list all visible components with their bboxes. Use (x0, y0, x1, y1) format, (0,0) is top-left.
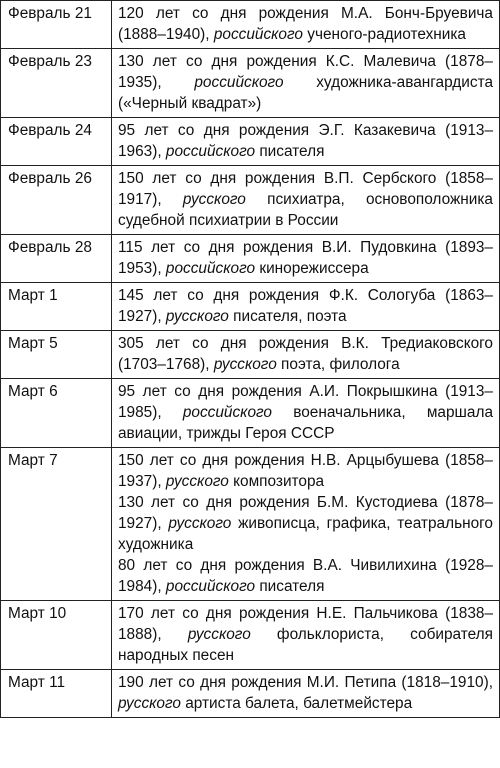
event-text-tail: артиста балета, балетмейстера (180, 695, 413, 712)
table-row (1, 118, 500, 166)
nationality-italic: русского (118, 695, 181, 712)
event-text: 120 лет со дня рождения М.А. Бонч-Бруевича (1888–1940), (118, 5, 493, 43)
anniversary-table-body (1, 1, 500, 718)
event-text-tail: поэта, филолога (276, 356, 400, 373)
date-cell: Февраль 28 (1, 235, 112, 283)
table-row (1, 235, 500, 283)
nationality-italic: русского (168, 515, 232, 532)
event-text: 130 лет со дня рождения Б.М. Кустодиева (1878–1927), (118, 494, 493, 532)
event-entry (118, 492, 493, 555)
event-entry (118, 285, 493, 327)
event-cell (112, 670, 500, 718)
nationality-italic: российского (165, 260, 256, 277)
table-row (1, 670, 500, 718)
date-cell: Февраль 21 (1, 1, 112, 49)
event-cell (112, 1, 500, 49)
event-entry (118, 555, 493, 597)
nationality-italic: российского (165, 578, 256, 595)
event-entry (118, 603, 493, 666)
table-row (1, 601, 500, 670)
event-cell (112, 448, 500, 601)
event-text-tail: композитора (228, 473, 325, 490)
table-row (1, 283, 500, 331)
event-entry (118, 381, 493, 444)
event-entry (118, 168, 493, 231)
event-text: 130 лет со дня рождения К.С. Малевича (1878–1935), (118, 53, 493, 91)
table-row (1, 379, 500, 448)
event-entry (118, 450, 493, 492)
event-entry (118, 3, 493, 45)
date-cell: Февраль 26 (1, 166, 112, 235)
event-text-tail: писателя (255, 578, 325, 595)
nationality-italic: российского (213, 26, 303, 43)
nationality-italic: русского (182, 191, 246, 208)
date-cell: Март 11 (1, 670, 112, 718)
event-cell (112, 166, 500, 235)
event-text-tail: ученого-радиотехника (302, 26, 466, 43)
event-entry (118, 51, 493, 114)
event-entry (118, 333, 493, 375)
nationality-italic: русского (187, 626, 251, 643)
event-text-tail: живописца, графика, театрального художника (118, 515, 493, 553)
event-cell (112, 235, 500, 283)
date-cell: Март 5 (1, 331, 112, 379)
table-row (1, 49, 500, 118)
event-entry (118, 672, 493, 714)
event-text-tail: кинорежиссера (255, 260, 369, 277)
event-text-tail: фольклориста, собирателя народных песен (118, 626, 493, 664)
nationality-italic: русского (213, 356, 277, 373)
event-text-tail: художника-авангардиста («Черный квадрат») (118, 74, 494, 112)
nationality-italic: русского (165, 473, 229, 490)
table-row (1, 166, 500, 235)
event-cell (112, 49, 500, 118)
event-entry (118, 237, 493, 279)
event-text-tail: писателя, поэта (228, 308, 347, 325)
date-cell: Февраль 24 (1, 118, 112, 166)
nationality-italic: русского (165, 308, 229, 325)
event-cell (112, 118, 500, 166)
event-text: 95 лет со дня рождения Э.Г. Казакевича (1913–1963), (118, 122, 493, 160)
date-cell: Март 6 (1, 379, 112, 448)
event-text-tail: психиатра, основоположника судебной психиатрии в России (118, 191, 493, 229)
date-cell: Март 10 (1, 601, 112, 670)
event-text: 95 лет со дня рождения А.И. Покрышкина (1913–1985), (118, 383, 493, 421)
table-row (1, 448, 500, 601)
nationality-italic: российского (194, 74, 284, 91)
event-text: 150 лет со дня рождения В.П. Сербского (1858–1917), (118, 170, 493, 208)
event-text-tail: военачальника, маршала авиации, трижды Героя СССР (118, 404, 493, 442)
date-cell: Март 7 (1, 448, 112, 601)
table-row (1, 1, 500, 49)
event-text: 170 лет со дня рождения Н.Е. Пальчикова (1838–1888), (118, 605, 493, 643)
event-text: 145 лет со дня рождения Ф.К. Сологуба (1863–1927), (118, 287, 493, 325)
event-cell (112, 601, 500, 670)
event-entry (118, 120, 493, 162)
event-text: 80 лет со дня рождения В.А. Чивилихина (1928–1984), (118, 557, 493, 595)
table-row (1, 331, 500, 379)
event-text: 115 лет со дня рождения В.И. Пудовкина (1893–1953), (118, 239, 493, 277)
event-cell (112, 283, 500, 331)
date-cell: Февраль 23 (1, 49, 112, 118)
event-cell (112, 331, 500, 379)
event-cell (112, 379, 500, 448)
date-cell: Март 1 (1, 283, 112, 331)
event-text: 305 лет со дня рождения В.К. Тредиаковского (1703–1768), (118, 335, 493, 373)
nationality-italic: российского (182, 404, 272, 421)
event-text: 190 лет со дня рождения М.И. Петипа (1818–1910), (118, 674, 493, 691)
event-text: 150 лет со дня рождения Н.В. Арцыбушева (1858–1937), (118, 452, 493, 490)
nationality-italic: российского (165, 143, 256, 160)
event-text-tail: писателя (255, 143, 325, 160)
